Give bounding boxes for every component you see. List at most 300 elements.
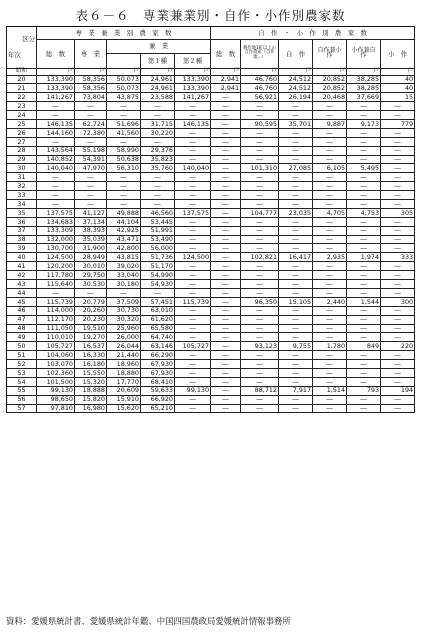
table-cell: ―	[347, 191, 381, 200]
table-cell: 124,500	[37, 253, 75, 262]
table-cell: ―	[347, 288, 381, 297]
table-cell: 18,888	[75, 386, 107, 395]
table-cell: 2,440	[313, 297, 347, 306]
table-cell: 43,471	[107, 235, 141, 244]
table-cell: ―	[279, 226, 313, 235]
table-cell: ―	[347, 280, 381, 289]
table-cell: ―	[211, 377, 241, 386]
year-cell: 22	[7, 93, 37, 102]
table-cell: ―	[313, 262, 347, 271]
table-cell: 93,123	[241, 342, 279, 351]
year-cell: 34	[7, 200, 37, 209]
table-cell: 1,544	[347, 297, 381, 306]
year-cell: 54	[7, 377, 37, 386]
table-cell: ―	[347, 235, 381, 244]
table-cell: ―	[381, 306, 415, 315]
table-cell: ―	[75, 173, 107, 182]
table-cell: 9,887	[313, 120, 347, 129]
table-cell: ―	[175, 360, 211, 369]
table-cell: ―	[381, 271, 415, 280]
table-cell: 15,620	[107, 404, 141, 413]
source-note: 資料：愛媛県統計書、愛媛県統計年鑑、中国四国農政局愛媛統計情報事務所	[6, 616, 291, 626]
table-cell: ―	[313, 324, 347, 333]
year-cell: 37	[7, 226, 37, 235]
year-cell: 35	[7, 208, 37, 217]
table-cell: ―	[279, 137, 313, 146]
table-cell: ―	[37, 173, 75, 182]
table-cell: ―	[279, 244, 313, 253]
table-cell: 140,040	[175, 164, 211, 173]
table-cell: ―	[347, 351, 381, 360]
table-cell: 16,330	[75, 351, 107, 360]
table-cell: 4,705	[313, 208, 347, 217]
table-cell: ―	[313, 244, 347, 253]
table-cell: 56,000	[141, 244, 175, 253]
table-cell: ―	[313, 280, 347, 289]
table-cell: ―	[241, 377, 279, 386]
table-cell: 16,980	[75, 404, 107, 413]
table-cell: 4,753	[347, 208, 381, 217]
table-cell: ―	[141, 200, 175, 209]
unit-cell: 戸	[347, 68, 381, 75]
table-row	[7, 333, 415, 342]
col-note: 耕作地1町以上の自作農家（自作地…）	[241, 40, 279, 69]
table-cell: ―	[381, 191, 415, 200]
table-cell: 105,727	[37, 342, 75, 351]
table-cell: ―	[347, 306, 381, 315]
table-cell: ―	[241, 244, 279, 253]
col-kengyo: 兼 業	[107, 40, 211, 54]
col-jisaku-kengyo: 自作兼小 作	[313, 40, 347, 69]
table-cell: ―	[313, 217, 347, 226]
table-row	[7, 191, 415, 200]
table-cell: 38,285	[347, 75, 381, 84]
table-cell: ―	[211, 208, 241, 217]
table-cell: 104,777	[241, 208, 279, 217]
table-row	[7, 253, 415, 262]
table-row	[7, 386, 415, 395]
table-row	[7, 146, 415, 155]
table-cell: 146,135	[37, 120, 75, 129]
table-cell: 31,715	[141, 120, 175, 129]
table-cell: 37,669	[347, 93, 381, 102]
table-cell: ―	[175, 182, 211, 191]
table-cell: ―	[313, 271, 347, 280]
table-cell: 54,930	[141, 280, 175, 289]
table-cell: 5,495	[347, 164, 381, 173]
table-cell: ―	[347, 360, 381, 369]
table-cell: ―	[241, 200, 279, 209]
table-cell: ―	[175, 200, 211, 209]
table-cell: ―	[107, 191, 141, 200]
table-cell: ―	[211, 324, 241, 333]
table-cell: ―	[75, 102, 107, 111]
table-cell: 15,550	[75, 368, 107, 377]
table-cell: ―	[141, 182, 175, 191]
table-cell: ―	[381, 315, 415, 324]
table-cell: ―	[347, 271, 381, 280]
table-cell: 62,724	[75, 120, 107, 129]
year-cell: 23	[7, 102, 37, 111]
table-cell: ―	[279, 351, 313, 360]
table-cell: ―	[381, 368, 415, 377]
table-cell: ―	[107, 111, 141, 120]
year-cell: 31	[7, 173, 37, 182]
table-cell: ―	[211, 137, 241, 146]
table-cell: 105,727	[175, 342, 211, 351]
table-cell: 7,917	[279, 386, 313, 395]
table-cell: 20,468	[313, 93, 347, 102]
table-cell: 53,445	[141, 217, 175, 226]
table-cell: ―	[347, 368, 381, 377]
col-total-a: 総 数	[37, 40, 75, 69]
table-cell: 98,650	[37, 395, 75, 404]
table-cell: 30,220	[141, 128, 175, 137]
table-cell: 26,194	[279, 93, 313, 102]
table-cell: 300	[381, 297, 415, 306]
table-cell: 96,350	[241, 297, 279, 306]
table-cell: 46,560	[141, 208, 175, 217]
table-cell: 51,170	[141, 262, 175, 271]
unit-row	[7, 68, 415, 75]
table-cell: ―	[347, 137, 381, 146]
table-cell: ―	[279, 271, 313, 280]
table-cell: ―	[211, 262, 241, 271]
table-cell: ―	[241, 173, 279, 182]
table-cell: ―	[75, 137, 107, 146]
table-cell: 133,390	[37, 84, 75, 93]
table-cell: ―	[211, 226, 241, 235]
table-cell: 53,490	[141, 235, 175, 244]
table-cell: 19,510	[75, 324, 107, 333]
table-cell: ―	[381, 102, 415, 111]
table-cell: ―	[241, 262, 279, 271]
table-cell: 33,040	[107, 271, 141, 280]
table-cell: 24,961	[141, 75, 175, 84]
table-cell: ―	[381, 288, 415, 297]
table-cell: 21,440	[107, 351, 141, 360]
table-row	[7, 155, 415, 164]
year-cell: 29	[7, 155, 37, 164]
table-cell: 25,960	[107, 324, 141, 333]
table-cell: ―	[313, 137, 347, 146]
year-cell: 49	[7, 333, 37, 342]
table-cell: 2,935	[313, 253, 347, 262]
table-cell: ―	[211, 182, 241, 191]
table-cell: 305	[381, 208, 415, 217]
table-cell: ―	[241, 191, 279, 200]
table-cell: ―	[279, 333, 313, 342]
table-row	[7, 288, 415, 297]
table-cell: ―	[37, 137, 75, 146]
table-cell: ―	[381, 155, 415, 164]
table-cell: ―	[175, 351, 211, 360]
table-cell: 20,260	[75, 306, 107, 315]
table-cell: ―	[211, 404, 241, 413]
table-cell: ―	[241, 360, 279, 369]
table-cell: ―	[313, 128, 347, 137]
table-cell: ―	[107, 173, 141, 182]
table-cell: ―	[313, 360, 347, 369]
table-cell: ―	[175, 368, 211, 377]
table-cell: 51,991	[141, 226, 175, 235]
table-cell: 144,160	[37, 128, 75, 137]
table-row	[7, 306, 415, 315]
table-row	[7, 111, 415, 120]
table-cell: 143,564	[37, 146, 75, 155]
table-row	[7, 395, 415, 404]
table-cell: ―	[241, 280, 279, 289]
table-cell: 133,390	[175, 75, 211, 84]
table-cell: ―	[347, 324, 381, 333]
table-cell: ―	[313, 306, 347, 315]
table-cell: ―	[175, 137, 211, 146]
table-cell: 30,180	[107, 280, 141, 289]
table-cell: 59,633	[141, 386, 175, 395]
table-row	[7, 182, 415, 191]
table-cell: 64,740	[141, 333, 175, 342]
table-cell: ―	[175, 191, 211, 200]
table-cell: ―	[381, 200, 415, 209]
table-cell: ―	[279, 102, 313, 111]
table-cell: ―	[107, 102, 141, 111]
table-cell: ―	[381, 111, 415, 120]
table-cell: ―	[279, 235, 313, 244]
table-row	[7, 360, 415, 369]
year-cell: 33	[7, 191, 37, 200]
table-cell: ―	[175, 155, 211, 164]
table-cell: ―	[347, 333, 381, 342]
unit-cell: 戸	[107, 68, 141, 75]
table-cell: ―	[313, 235, 347, 244]
table-cell: 16,537	[75, 342, 107, 351]
table-row	[7, 120, 415, 129]
table-cell: 54,990	[141, 271, 175, 280]
table-cell: 67,930	[141, 360, 175, 369]
table-row	[7, 93, 415, 102]
table-cell: 115,739	[37, 297, 75, 306]
table-cell: ―	[381, 262, 415, 271]
table-cell: ―	[381, 146, 415, 155]
table-row	[7, 351, 415, 360]
table-cell: ―	[347, 182, 381, 191]
table-cell: 130,700	[37, 244, 75, 253]
table-cell: 37,509	[107, 297, 141, 306]
table-cell: ―	[175, 217, 211, 226]
table-cell: ―	[175, 146, 211, 155]
col-jisaku: 自 作	[279, 40, 313, 69]
table-cell: 24,961	[141, 84, 175, 93]
table-cell: ―	[37, 200, 75, 209]
group-header-jisaku-kosaku: 自 作 ・ 小 作 別 農 家 数	[211, 27, 415, 40]
table-cell: 140,040	[37, 164, 75, 173]
table-cell: 137,575	[37, 208, 75, 217]
table-cell: ―	[175, 235, 211, 244]
corner-top-label: 区分	[22, 34, 35, 43]
table-row	[7, 173, 415, 182]
table-cell: ―	[279, 182, 313, 191]
table-cell: 67,930	[141, 368, 175, 377]
year-cell: 24	[7, 111, 37, 120]
table-cell: 20,609	[107, 386, 141, 395]
table-cell: ―	[141, 173, 175, 182]
table-cell: 38,393	[75, 226, 107, 235]
table-cell: 26,044	[107, 342, 141, 351]
table-cell: 56,310	[107, 164, 141, 173]
table-cell: ―	[241, 324, 279, 333]
table-cell: ―	[211, 200, 241, 209]
table-cell: 9,755	[279, 342, 313, 351]
table-row	[7, 404, 415, 413]
year-cell: 56	[7, 395, 37, 404]
table-cell: ―	[347, 377, 381, 386]
table-cell: ―	[279, 262, 313, 271]
table-cell: ―	[37, 182, 75, 191]
table-cell: ―	[381, 217, 415, 226]
table-cell: ―	[381, 244, 415, 253]
year-cell: 26	[7, 128, 37, 137]
table-cell: ―	[211, 111, 241, 120]
era-label: 昭和	[7, 68, 37, 75]
table-cell: ―	[313, 315, 347, 324]
table-cell: 114,000	[37, 306, 75, 315]
table-cell: 115,640	[37, 280, 75, 289]
table-cell: 28,949	[75, 253, 107, 262]
table-cell: ―	[279, 155, 313, 164]
table-cell: 140,852	[37, 155, 75, 164]
table-cell: 73,804	[75, 93, 107, 102]
year-cell: 43	[7, 280, 37, 289]
table-cell: 65,580	[141, 324, 175, 333]
table-cell: ―	[313, 173, 347, 182]
table-cell: ―	[211, 288, 241, 297]
table-row	[7, 315, 415, 324]
table-cell: 43,815	[107, 253, 141, 262]
year-cell: 47	[7, 315, 37, 324]
table-cell: ―	[175, 271, 211, 280]
year-cell: 20	[7, 75, 37, 84]
table-cell: ―	[211, 368, 241, 377]
table-cell: ―	[175, 306, 211, 315]
table-cell: 20,852	[313, 75, 347, 84]
table-cell: ―	[313, 111, 347, 120]
unit-cell: 戸	[37, 68, 75, 75]
table-cell: ―	[313, 226, 347, 235]
col-sengyo: 専 業	[75, 40, 107, 69]
table-cell: ―	[313, 191, 347, 200]
table-cell: 112,170	[37, 315, 75, 324]
table-cell: ―	[241, 333, 279, 342]
table-cell: ―	[211, 102, 241, 111]
table-row	[7, 217, 415, 226]
table-cell: ―	[37, 102, 75, 111]
table-cell: ―	[75, 182, 107, 191]
table-cell: ―	[107, 182, 141, 191]
unit-cell: 戸	[313, 68, 347, 75]
table-cell: ―	[279, 324, 313, 333]
table-body	[7, 68, 415, 413]
table-cell: ―	[211, 315, 241, 324]
table-cell: 30,320	[107, 315, 141, 324]
table-cell: ―	[175, 173, 211, 182]
table-cell: ―	[347, 111, 381, 120]
table-cell: ―	[279, 191, 313, 200]
table-cell: ―	[313, 102, 347, 111]
table-cell: ―	[381, 360, 415, 369]
unit-cell: 戸	[211, 68, 241, 75]
table-cell: ―	[279, 377, 313, 386]
table-cell: 20,230	[75, 315, 107, 324]
table-cell: ―	[37, 191, 75, 200]
table-cell: 40	[381, 75, 415, 84]
table-cell: 16,417	[279, 253, 313, 262]
year-cell: 44	[7, 288, 37, 297]
table-cell: 15,910	[107, 395, 141, 404]
table-cell: 15	[381, 93, 415, 102]
table-cell: ―	[175, 404, 211, 413]
table-cell: 41,560	[107, 128, 141, 137]
table-row	[7, 102, 415, 111]
table-cell: 35,823	[141, 155, 175, 164]
table-cell: 31,900	[75, 244, 107, 253]
table-cell: 47,970	[75, 164, 107, 173]
table-row	[7, 297, 415, 306]
table-cell: 40	[381, 84, 415, 93]
table-cell: 44,104	[107, 217, 141, 226]
table-row	[7, 280, 415, 289]
table-cell: 55,198	[75, 146, 107, 155]
table-cell: ―	[347, 146, 381, 155]
table-cell: 2,941	[211, 84, 241, 93]
table-cell: ―	[313, 200, 347, 209]
table-cell: ―	[381, 235, 415, 244]
table-cell: ―	[381, 377, 415, 386]
table-cell: 72,380	[75, 128, 107, 137]
table-cell: 88,712	[241, 386, 279, 395]
table-cell: ―	[279, 395, 313, 404]
table-cell: ―	[211, 386, 241, 395]
table-cell: 110,010	[37, 333, 75, 342]
table-cell: ―	[241, 235, 279, 244]
table-cell: ―	[175, 280, 211, 289]
table-cell: ―	[241, 288, 279, 297]
table-cell: ―	[211, 271, 241, 280]
table-cell: ―	[211, 128, 241, 137]
table-cell: ―	[175, 288, 211, 297]
table-cell: 111,050	[37, 324, 75, 333]
table-cell: 49,888	[107, 208, 141, 217]
table-cell: ―	[279, 146, 313, 155]
table-cell: 51,736	[141, 253, 175, 262]
table-cell: ―	[381, 173, 415, 182]
table-cell: ―	[211, 191, 241, 200]
table-cell: ―	[279, 200, 313, 209]
table-cell: 101,310	[241, 164, 279, 173]
table-cell: ―	[241, 395, 279, 404]
table-cell: ―	[141, 137, 175, 146]
table-cell: 54,391	[75, 155, 107, 164]
col-kosaku: 小 作	[381, 40, 415, 69]
corner-header	[7, 27, 37, 69]
table-cell: ―	[313, 351, 347, 360]
table-cell: ―	[211, 342, 241, 351]
table-cell: 65,210	[141, 404, 175, 413]
table-cell: ―	[313, 404, 347, 413]
year-cell: 50	[7, 342, 37, 351]
col-total-b: 総 数	[211, 40, 241, 69]
table-cell: ―	[381, 280, 415, 289]
table-cell: 194	[381, 386, 415, 395]
